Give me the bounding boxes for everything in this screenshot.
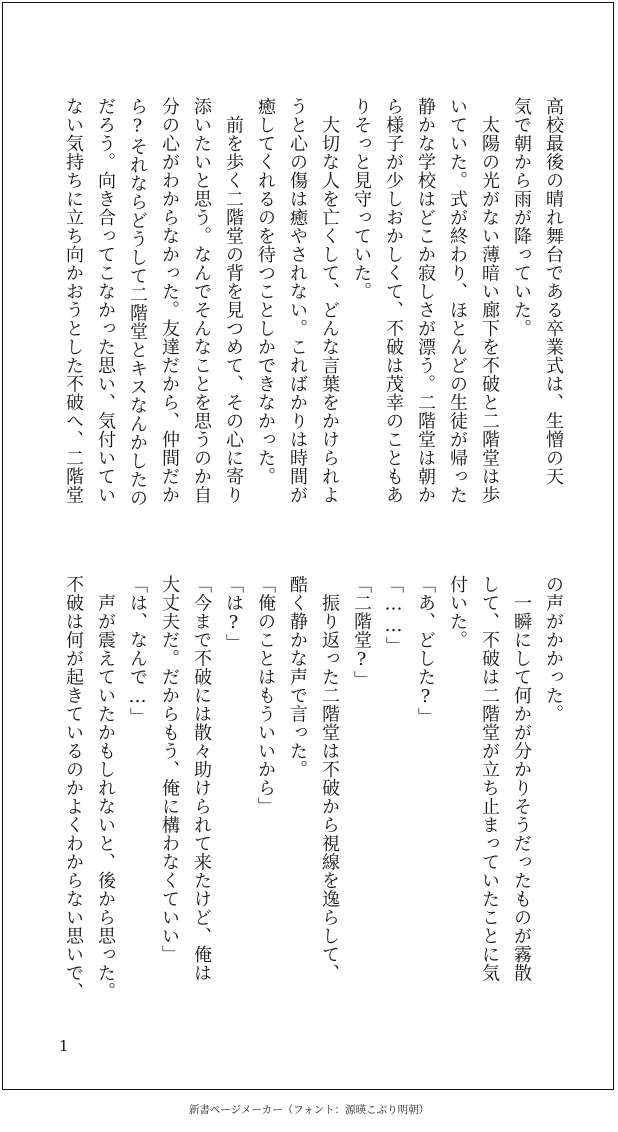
text-line: うと心の傷は癒やされない。こればかりは時間が — [287, 97, 308, 504]
text-line: りそっと見守っていた。 — [351, 97, 372, 301]
text-line: 癒してくれるのを待つことしかできなかった。 — [255, 97, 276, 486]
text-line: ら?それならどうして二階堂とキスなんかしたの — [127, 97, 148, 507]
text-line: 前を歩く二階堂の背を見つめて、その心に寄り — [223, 97, 244, 504]
text-line: ら様子が少しおかしくて、不破は茂幸のこともあ — [383, 97, 404, 504]
page-frame — [2, 2, 614, 1090]
text-line: いていた。式が終わり、ほとんどの生徒が帰った — [447, 97, 468, 504]
text-block-lower — [63, 575, 569, 1017]
text-line: 酷く静かな声で言った。 — [287, 575, 308, 779]
text-line: 静かな学校はどこか寂しさが漂う。二階堂は朝か — [415, 97, 436, 504]
text-line: 「俺のことはもういいから」 — [255, 575, 276, 816]
text-line: 大丈夫だ。だからもう、俺に構わなくていい」 — [159, 575, 180, 964]
text-line: 声が震えていたかもしれないと、後から思った。 — [95, 575, 116, 1001]
text-line: の声がかかった。 — [543, 575, 564, 723]
text-line: 不破は何が起きているのかよくわからない思いで、 — [63, 575, 84, 1001]
text-line: 付いた。 — [447, 575, 468, 649]
text-block-upper — [63, 97, 569, 527]
text-line: ない気持ちに立ち向かおうとした不破へ、二階堂 — [63, 97, 84, 504]
text-line: 「二階堂?」 — [351, 575, 372, 689]
text-line: して、不破は二階堂が立ち止まっていたことに気 — [479, 575, 500, 982]
text-line: 一瞬にして何かが分かりそうだったものが霧散 — [511, 575, 532, 982]
text-line: だろう。向き合ってこなかった思い、気付いてい — [95, 97, 116, 504]
text-line: 高校最後の晴れ舞台である卒業式は、生憎の天 — [543, 97, 564, 486]
text-line: 「今まで不破には散々助けられて来たけど、俺は — [191, 575, 212, 982]
page-number: 1 — [59, 1037, 69, 1055]
text-line: 太陽の光がない薄暗い廊下を不破と二階堂は歩 — [479, 97, 500, 504]
text-line: 「は?」 — [223, 575, 244, 652]
text-line: 分の心がわからなかった。友達だから、仲間だか — [159, 97, 180, 504]
text-line: 気で朝から雨が降っていた。 — [511, 97, 532, 338]
text-line: 振り返った二階堂は不破から視線を逸らして、 — [319, 575, 340, 982]
text-line: 添いたいと思う。なんでそんなことを思うのか自 — [191, 97, 212, 504]
text-line: 「あ、どした?」 — [415, 575, 436, 726]
text-line: 「……」 — [383, 575, 404, 655]
text-line: 大切な人を亡くして、どんな言葉をかけられよ — [319, 97, 340, 504]
text-line: 「は、なんで…」 — [127, 575, 148, 726]
footer-credit: 新書ページメーカー（フォント：源暎こぶり明朝） — [188, 1104, 430, 1116]
